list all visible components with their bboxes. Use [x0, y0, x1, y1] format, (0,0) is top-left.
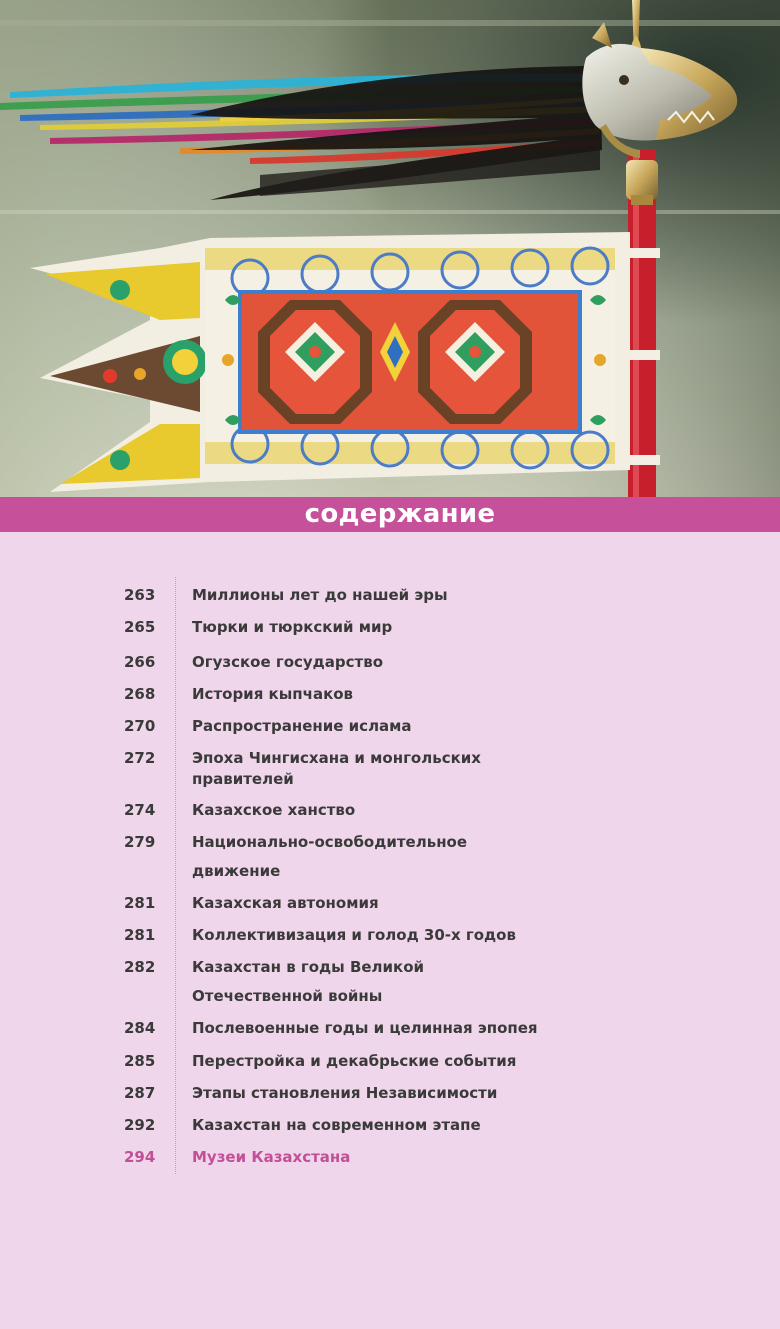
toc-entry-title	[192, 893, 522, 913]
toc-entry-line: Эпоха Чингисхана и монгольских	[192, 749, 481, 767]
battle-standard-banner-icon	[0, 0, 780, 497]
toc-divider	[175, 577, 176, 1174]
toc-entry-title	[192, 1083, 522, 1103]
toc-page-number: 274	[124, 801, 156, 819]
toc-entry-line: Огузское государство	[192, 653, 384, 671]
toc-entry-title	[192, 957, 522, 1011]
toc-entry-line: Послевоенные годы и целинная эпопея	[192, 1019, 538, 1037]
toc-page-number: 279	[124, 833, 156, 851]
toc-entry-title	[192, 1147, 522, 1167]
toc-entry-line: Перестройка и декабрьские события	[192, 1052, 517, 1070]
toc-page-number: 284	[124, 1019, 156, 1037]
toc-entry-title	[192, 716, 522, 736]
toc-entry-title	[192, 1051, 522, 1071]
toc-page-number: 270	[124, 717, 156, 735]
toc-entry-line: правителей	[192, 770, 294, 788]
hero-illustration	[0, 0, 780, 497]
toc-page-number: 265	[124, 618, 156, 636]
toc-entry-line: Казахстан в годы Великой	[192, 958, 425, 976]
toc-entry-title	[192, 652, 522, 672]
toc-entry-title	[192, 832, 522, 886]
toc-entry-line: Коллективизация и голод 30-х годов	[192, 926, 516, 944]
toc-page-number: 266	[124, 653, 156, 671]
toc-entry-line: Миллионы лет до нашей эры	[192, 586, 448, 604]
toc-entry-line: Отечественной войны	[192, 987, 383, 1005]
toc-entry-line: Казахская автономия	[192, 894, 379, 912]
toc-entry-line: Казахское ханство	[192, 801, 356, 819]
toc-entry-line: Национально-освободительное	[192, 833, 468, 851]
toc-entry-title	[192, 748, 522, 790]
toc-entry-title	[192, 617, 522, 637]
toc-entry-line: движение	[192, 862, 281, 880]
title-band	[0, 497, 780, 532]
toc-page-number: 281	[124, 894, 156, 912]
page-title: содержание	[304, 499, 496, 529]
toc-entry-line: Казахстан на современном этапе	[192, 1116, 481, 1134]
toc-entry-line: Тюрки и тюркский мир	[192, 618, 393, 636]
toc-entry-title	[192, 1018, 538, 1038]
toc-entry-title	[192, 585, 522, 605]
toc-page-number: 294	[124, 1148, 156, 1166]
toc-entry-title	[192, 1115, 522, 1135]
toc-entry-line: Этапы становления Независимости	[192, 1084, 498, 1102]
toc-page-number: 272	[124, 749, 156, 767]
toc-entry-title	[192, 684, 522, 704]
toc-entry-line: История кыпчаков	[192, 685, 354, 703]
toc-entry-line: Распространение ислама	[192, 717, 412, 735]
toc-page-number: 285	[124, 1052, 156, 1070]
toc-entry-title	[192, 925, 522, 945]
toc-page-number: 287	[124, 1084, 156, 1102]
toc-page-number: 292	[124, 1116, 156, 1134]
toc-page-number: 263	[124, 586, 156, 604]
toc-page-number: 268	[124, 685, 156, 703]
toc-page-number: 281	[124, 926, 156, 944]
toc-page-number: 282	[124, 958, 156, 976]
toc-entry-title	[192, 800, 522, 820]
toc-entry-line: Музеи Казахстана	[192, 1148, 351, 1166]
